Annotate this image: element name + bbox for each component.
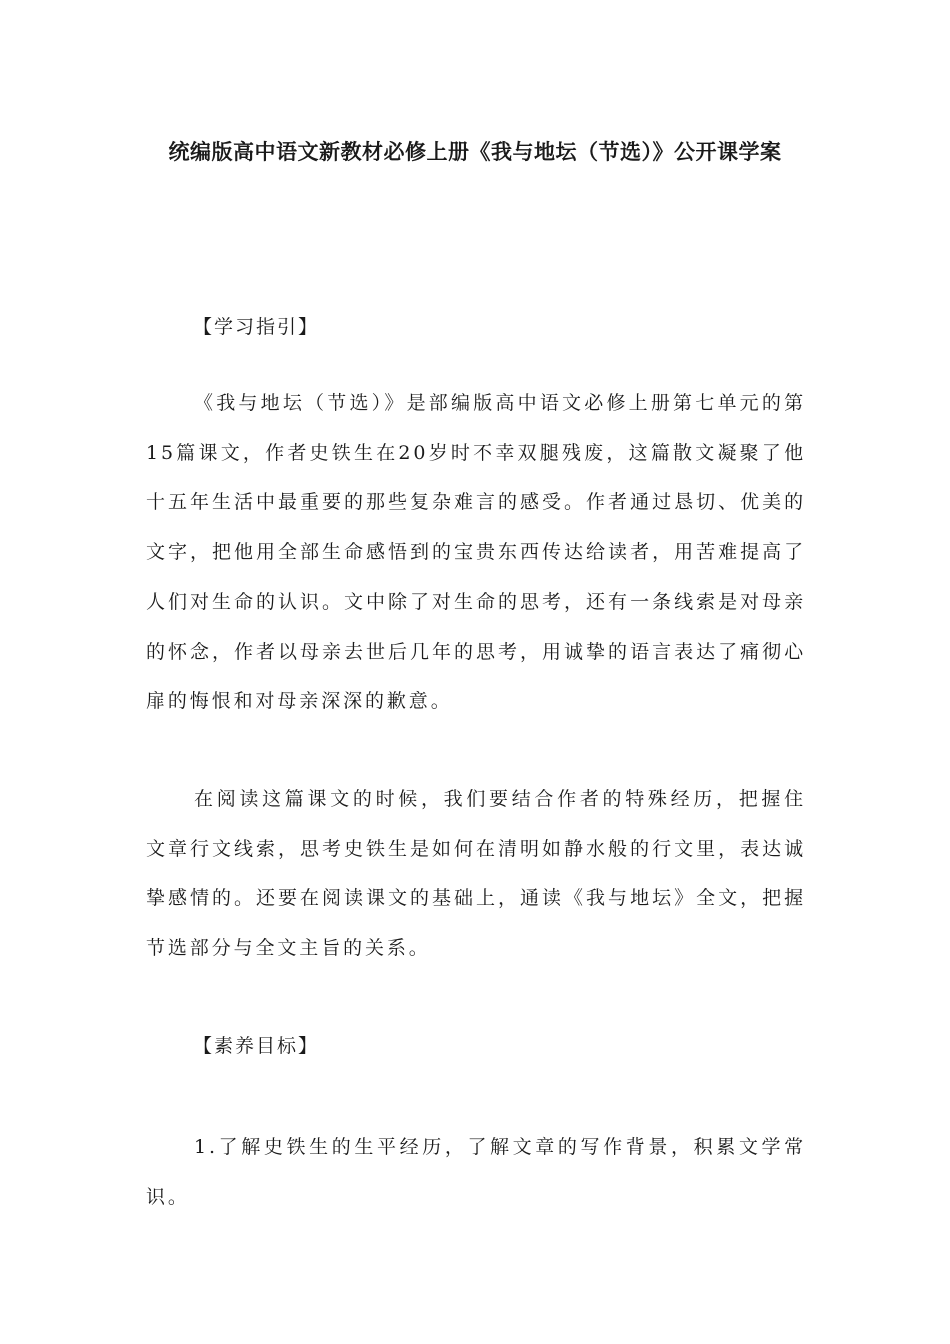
paragraph-intro: 《我与地坛（节选）》是部编版高中语文必修上册第七单元的第15篇课文，作者史铁生在20岁时不幸双腿残废，这篇散文凝聚了他十五年生活中最重要的那些复杂难言的感受。作者通过恳切、优美的文字，把他用全部生命感悟到的宝贵东西传达给读者，用苦难提高了人们对生命的认识。文中除了对生命的思考，还有一条线索是对母亲的怀念，作者以母亲去世后几年的思考，用诚挚的语言表达了痛彻心扉的悔恨和对母亲深深的歉意。 (146, 392, 806, 713)
document-title: 统编版高中语文新教材必修上册《我与地坛（节选）》公开课学案 (168, 140, 782, 164)
paragraph-reading-guide: 在阅读这篇课文的时候，我们要结合作者的特殊经历，把握住文章行文线索，思考史铁生是如何在清明如静水般的行文里，表达诚挚感情的。还要在阅读课文的基础上，通读《我与地坛》全文，把握节选部分与全文主旨的关系。 (146, 788, 806, 960)
section-heading-literacy-goals: 【素养目标】 (193, 1035, 320, 1057)
list-item-goal-1: 1.了解史铁生的生平经历，了解文章的写作背景，积累文学常识。 (146, 1136, 806, 1208)
section-heading-study-guide: 【学习指引】 (193, 316, 320, 338)
